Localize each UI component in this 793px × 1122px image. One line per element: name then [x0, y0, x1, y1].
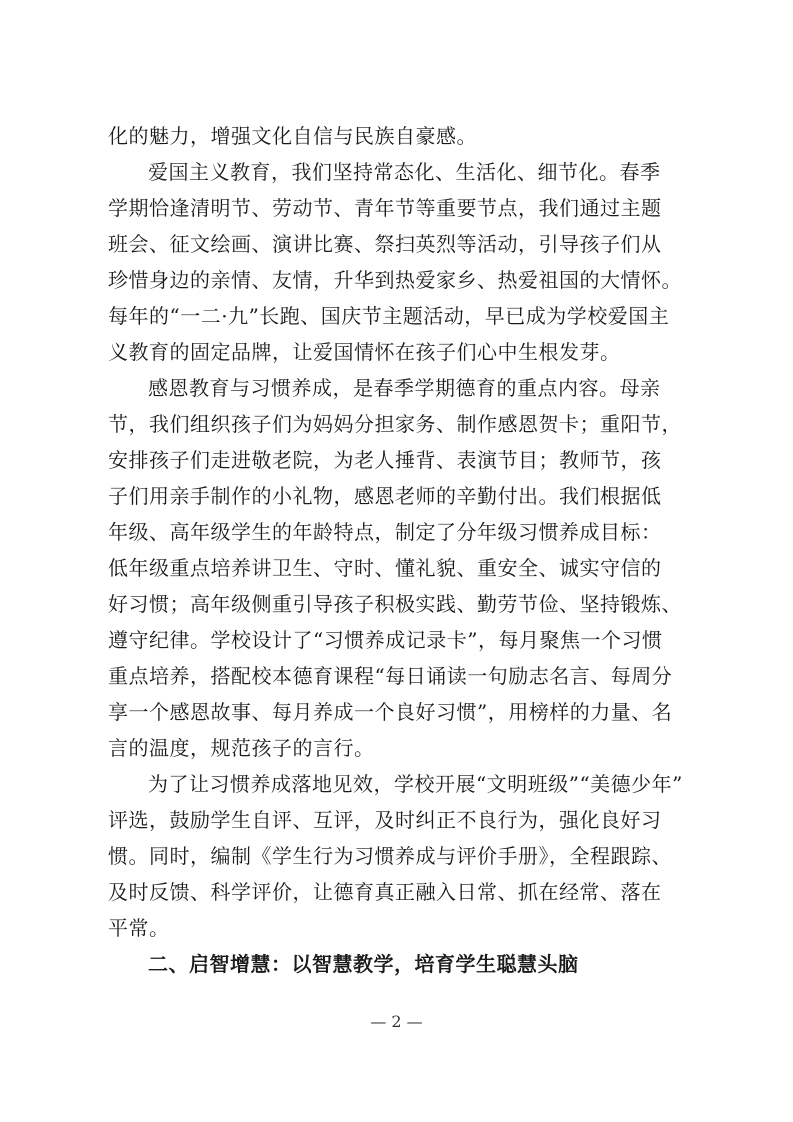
- text-line: 平常。: [108, 916, 170, 940]
- text-line: 化的魅力，增强文化自信与民族自豪感。: [108, 124, 477, 148]
- document-body: [108, 118, 692, 982]
- text-line: 年级、高年级学生的年龄特点，制定了分年级习惯养成目标：: [108, 520, 662, 544]
- text-line: 惯。同时，编制《学生行为习惯养成与评价手册》，全程跟踪、: [108, 844, 672, 868]
- text-line: 言的温度，规范孩子的言行。: [108, 736, 375, 760]
- text-line: 及时反馈、科学评价，让德育真正融入日常、抓在经常、落在: [108, 880, 662, 904]
- page-number: — 2 —: [370, 1012, 423, 1031]
- text-line: 义教育的固定品牌，让爱国情怀在孩子们心中生根发芽。: [108, 340, 621, 364]
- paragraph-start-line: 爱国主义教育，我们坚持常态化、生活化、细节化。春季: [148, 160, 661, 184]
- text-line: 节，我们组织孩子们为妈妈分担家务、制作感恩贺卡；重阳节，: [108, 412, 682, 436]
- paragraph-start-line: 感恩教育与习惯养成，是春季学期德育的重点内容。母亲: [148, 376, 661, 400]
- text-line: 珍惜身边的亲情、友情，升华到热爱家乡、热爱祖国的大情怀。: [108, 268, 682, 292]
- text-line: 享一个感恩故事、每月养成一个良好习惯”，用榜样的力量、名: [108, 700, 673, 724]
- text-line: 学期恰逢清明节、劳动节、青年节等重要节点，我们通过主题: [108, 196, 662, 220]
- text-line: 子们用亲手制作的小礼物，感恩老师的辛勤付出。我们根据低: [108, 484, 662, 508]
- text-line: 低年级重点培养讲卫生、守时、懂礼貌、重安全、诚实守信的: [108, 556, 662, 580]
- text-line: 好习惯；高年级侧重引导孩子积极实践、勤劳节俭、坚持锻炼、: [108, 592, 682, 616]
- text-line: 每年的“一二·九”长跑、国庆节主题活动，早已成为学校爱国主: [108, 304, 670, 328]
- text-line: 安排孩子们走进敬老院，为老人捶背、表演节目；教师节，孩: [108, 448, 662, 472]
- paragraph-start-line: 为了让习惯养成落地见效，学校开展“文明班级”“美德少年”: [148, 772, 683, 796]
- text-line: 遵守纪律。学校设计了“习惯养成记录卡”，每月聚焦一个习惯: [108, 628, 663, 652]
- text-line: 重点培养，搭配校本德育课程“每日诵读一句励志名言、每周分: [108, 664, 673, 688]
- text-line: 班会、征文绘画、演讲比赛、祭扫英烈等活动，引导孩子们从: [108, 232, 662, 256]
- text-line: 评选，鼓励学生自评、互评，及时纠正不良行为，强化良好习: [108, 808, 662, 832]
- section-heading: 二、启智增慧：以智慧教学，培育学生聪慧头脑: [148, 952, 579, 976]
